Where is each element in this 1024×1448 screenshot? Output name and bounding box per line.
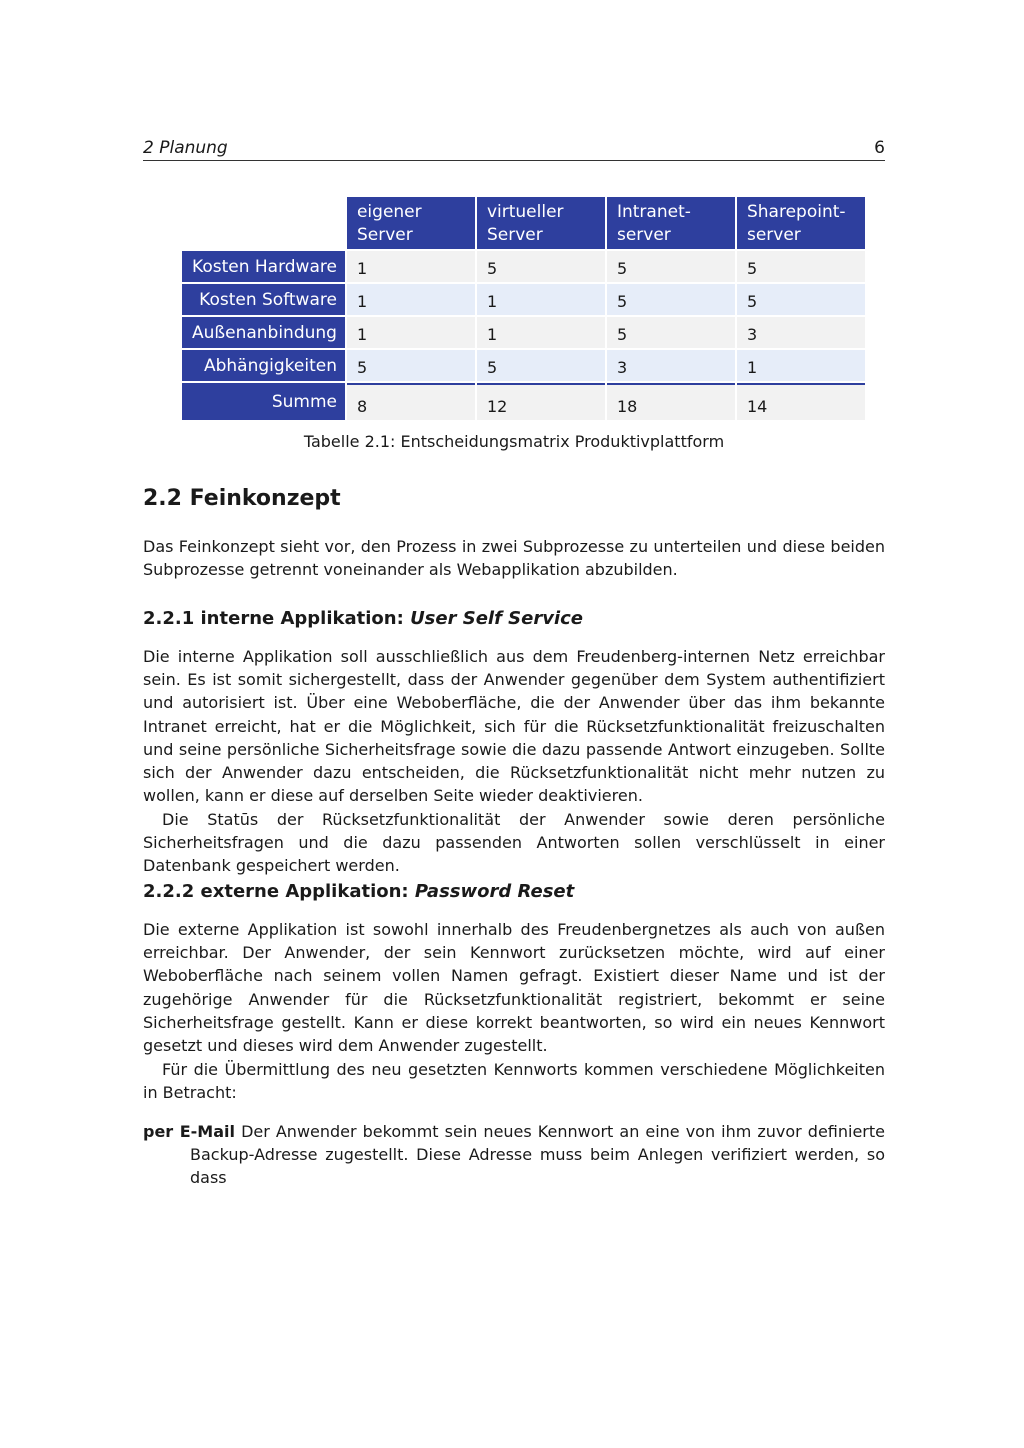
external-app-paragraph-2: Für die Übermittlung des neu gesetzten Kennworts kommen verschiedene Möglichkeiten in Betracht: [143,1060,885,1103]
internal-app-paragraph-1: Die interne Applikation soll ausschließlich aus dem Freudenberg-internen Netz erreichbar sein. Es ist somit sichergestellt, dass der Anwender gegenüber dem System authentifiziert und autorisiert ist. Über eine Weboberfläche, die der Anwender über das ihm bekannte Intranet erreicht, hat er die Möglichkeit, sich für die Rücksetzfunktionalität freizuschalten und seine persönliche Sicherheitsfrage sowie die dazu passende Antwort einzugeben. Sollte sich der Anwender dazu entscheiden, die Rücksetzfunktionalität nicht mehr nutzen zu wollen, kann er diese auf derselben Seite wieder deaktivieren. [143,647,885,806]
section-intro-paragraph: Das Feinkonzept sieht vor, den Prozess in zwei Subprozesse zu unterteilen und diese beiden Subprozesse getrennt voneinander als Webapplikation abzubilden. [143,537,885,580]
row-header: Kosten Hardware [182,251,345,282]
column-header: eigener Server [347,197,475,249]
table-caption: Tabelle 2.1: Entscheidungsmatrix Produktivplattform [303,432,725,451]
column-header: Sharepoint- server [737,197,865,249]
description-item-email [143,1120,885,1190]
subsection-italic-title: User Self Service [410,608,584,629]
table-cell: 5 [607,317,735,348]
sum-cell: 12 [477,383,605,420]
table-row [182,350,865,381]
table-cell: 5 [737,284,865,315]
subsection-italic-title: Password Reset [414,881,575,902]
table-cell: 1 [347,251,475,282]
sum-row-header: Summe [182,383,345,420]
sum-cell: 18 [607,383,735,420]
table-cell: 5 [607,284,735,315]
table-cell: 1 [477,317,605,348]
column-header: virtueller Server [477,197,605,249]
table-row [182,284,865,315]
column-header: Intranet- server [607,197,735,249]
external-app-paragraph-1: Die externe Applikation ist sowohl innerhalb des Freudenbergnetzes als auch von außen erreichbar. Der Anwender, der sein Kennwort zurücksetzen möchte, wird auf einer Weboberfläche nach seinem vollen Namen gefragt. Existiert dieser Name und ist der zugehörige Anwender für die Rücksetzfunktionalität registriert, bekommt er seine Sicherheitsfrage gestellt. Kann er diese korrekt beantworten, so wird ein neues Kennwort gesetzt und dieses wird dem Anwender zugestellt. [143,920,885,1056]
table-cell: 3 [737,317,865,348]
description-text: Der Anwender bekommt sein neues Kennwort an eine von ihm zuvor definierte Backup-Adresse zugestellt. Diese Adresse muss beim Anlegen verifiziert werden, so dass [190,1122,886,1188]
table-cell: 5 [607,251,735,282]
table-cell: 3 [607,350,735,381]
subsection-heading-external [143,881,574,902]
subsection-heading-internal [143,608,583,629]
table-cell: 5 [347,350,475,381]
table-cell: 1 [737,350,865,381]
table-cell: 5 [477,350,605,381]
sum-cell: 14 [737,383,865,420]
table-cell: 1 [347,317,475,348]
sum-cell: 8 [347,383,475,420]
row-header: Kosten Software [182,284,345,315]
table-row [182,317,865,348]
row-header: Abhängigkeiten [182,350,345,381]
description-term: per E-Mail [143,1122,235,1141]
table-corner [182,197,345,249]
sum-row [182,383,865,420]
decision-matrix-table [180,195,867,422]
row-header: Außenanbindung [182,317,345,348]
running-header [143,138,885,161]
section-heading: 2.2 Feinkonzept [143,486,341,511]
subsection-number-title: 2.2.1 interne Applikation: [143,608,411,629]
table-cell: 5 [737,251,865,282]
table-cell: 5 [477,251,605,282]
table-cell: 1 [477,284,605,315]
table-row [182,251,865,282]
internal-app-paragraph-2: Die Statūs der Rücksetzfunktionalität der Anwender sowie deren persönliche Sicherheitsfragen und die dazu passenden Antworten sollen verschlüsselt in einer Datenbank gespeichert werden. [143,810,885,876]
chapter-title: 2 Planung [143,138,228,158]
page-number: 6 [874,138,885,158]
subsection-number-title: 2.2.2 externe Applikation: [143,881,415,902]
table-cell: 1 [347,284,475,315]
